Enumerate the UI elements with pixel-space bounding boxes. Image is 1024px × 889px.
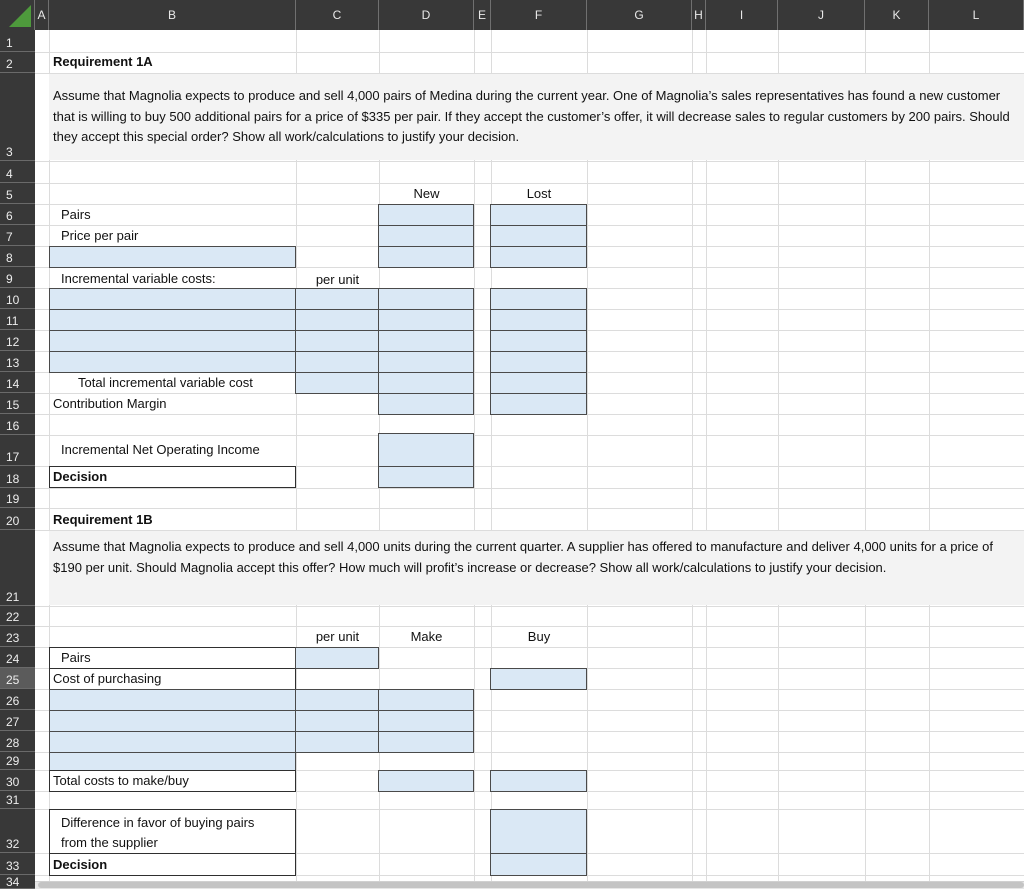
input-per-unit[interactable]	[295, 351, 379, 373]
gridline	[35, 606, 1024, 607]
input-new-row8[interactable]	[378, 246, 474, 268]
col-header-l[interactable]: L	[929, 0, 1024, 30]
label-pairs-1b: Pairs	[61, 650, 91, 665]
label-difference-line2: from the supplier	[61, 835, 158, 850]
label-incremental-net-operating-income: Incremental Net Operating Income	[61, 442, 260, 457]
select-all-triangle-icon	[9, 5, 31, 27]
input-make-amount[interactable]	[378, 689, 474, 711]
input-lost-pairs[interactable]	[490, 204, 587, 226]
col-header-b[interactable]: B	[49, 0, 296, 30]
col-header-j[interactable]: J	[778, 0, 865, 30]
input-new-total-var[interactable]	[378, 372, 474, 394]
gridline	[35, 161, 1024, 162]
input-new-var-cost[interactable]	[378, 330, 474, 352]
row-header[interactable]: 22	[0, 606, 35, 626]
input-cost-name[interactable]	[49, 309, 296, 331]
row-header[interactable]: 33	[0, 853, 35, 875]
row-header[interactable]: 2	[0, 52, 35, 73]
row-header[interactable]: 18	[0, 466, 35, 488]
row-header[interactable]: 4	[0, 161, 35, 183]
input-cost-name[interactable]	[49, 351, 296, 373]
label-contribution-margin: Contribution Margin	[53, 396, 167, 411]
col-header-d[interactable]: D	[379, 0, 474, 30]
col-header-e[interactable]: E	[474, 0, 491, 30]
row-header[interactable]: 16	[0, 414, 35, 435]
col-header-h[interactable]: H	[692, 0, 706, 30]
label-decision-1b: Decision	[53, 857, 108, 872]
row-header[interactable]: 20	[0, 508, 35, 530]
horizontal-scrollbar-thumb[interactable]	[38, 882, 1024, 888]
col-header-f[interactable]: F	[491, 0, 587, 30]
input-per-unit-pairs-1b[interactable]	[295, 647, 379, 669]
input-decision-1b[interactable]	[490, 853, 587, 876]
input-decision-1a[interactable]	[378, 466, 474, 488]
row-header[interactable]: 6	[0, 204, 35, 225]
req1b-title: Requirement 1B	[53, 512, 153, 527]
input-per-unit[interactable]	[295, 288, 379, 310]
input-label-row8[interactable]	[49, 246, 296, 268]
input-net-operating-income[interactable]	[378, 433, 474, 467]
row-header[interactable]: 23	[0, 626, 35, 647]
input-per-unit-total[interactable]	[295, 372, 379, 394]
input-cost-name[interactable]	[49, 330, 296, 352]
row-header[interactable]: 32	[0, 809, 35, 853]
input-lost-var-cost[interactable]	[490, 351, 587, 373]
header-make: Make	[410, 629, 443, 644]
label-total-costs-make-buy: Total costs to make/buy	[53, 773, 189, 788]
row-header[interactable]: 12	[0, 330, 35, 351]
input-buy-cost-purchasing[interactable]	[490, 668, 587, 690]
input-lost-contribution[interactable]	[490, 393, 587, 415]
col-header-k[interactable]: K	[865, 0, 929, 30]
input-new-pairs[interactable]	[378, 204, 474, 226]
header-lost: Lost	[526, 186, 552, 201]
label-difference-line1: Difference in favor of buying pairs	[61, 815, 255, 830]
input-make-cost-name[interactable]	[49, 731, 296, 753]
label-pairs: Pairs	[61, 207, 91, 222]
row-header[interactable]: 15	[0, 393, 35, 414]
req1a-paragraph: Assume that Magnolia expects to produce and sell 4,000 pairs of Medina during the current year. One of Magnolia’s sales representatives has found a new customer that is willing to buy 500 additional pairs for a price of $335 per pair. If they accept the customer’s offer, it will decrease sales to regular customers by 200 pairs. Should they accept this special order? Show all work/calculations to justify your decision.	[49, 74, 1024, 160]
row-header[interactable]: 13	[0, 351, 35, 372]
header-buy: Buy	[527, 629, 551, 644]
input-cost-name[interactable]	[49, 288, 296, 310]
row-header[interactable]: 10	[0, 288, 35, 309]
input-new-contribution[interactable]	[378, 393, 474, 415]
input-new-var-cost[interactable]	[378, 309, 474, 331]
input-make-cost-name[interactable]	[49, 752, 296, 771]
input-total-make[interactable]	[378, 770, 474, 792]
row-header[interactable]: 26	[0, 689, 35, 710]
header-per-unit-1b: per unit	[315, 629, 360, 644]
label-incremental-variable-costs: Incremental variable costs:	[61, 271, 216, 286]
input-lost-var-cost[interactable]	[490, 288, 587, 310]
input-lost-row8[interactable]	[490, 246, 587, 268]
row-header[interactable]: 11	[0, 309, 35, 330]
row-header[interactable]: 27	[0, 710, 35, 731]
row-header[interactable]: 5	[0, 183, 35, 204]
req1a-title: Requirement 1A	[53, 54, 153, 69]
row-header[interactable]: 29	[0, 752, 35, 770]
label-price-per-pair: Price per pair	[61, 228, 139, 243]
input-new-var-cost[interactable]	[378, 288, 474, 310]
input-make-cost-name[interactable]	[49, 710, 296, 732]
gridline	[35, 508, 1024, 509]
row-header[interactable]: 19	[0, 488, 35, 508]
gridline	[35, 183, 1024, 184]
input-make-per-unit[interactable]	[295, 710, 379, 732]
row-header[interactable]: 14	[0, 372, 35, 393]
row-header[interactable]: 17	[0, 435, 35, 466]
input-per-unit[interactable]	[295, 330, 379, 352]
gridline	[35, 52, 1024, 53]
input-difference-buy[interactable]	[490, 809, 587, 854]
col-header-i[interactable]: I	[706, 0, 778, 30]
label-decision-1a: Decision	[53, 469, 108, 484]
gridline	[35, 488, 1024, 489]
row-header[interactable]: 31	[0, 791, 35, 809]
input-make-cost-name[interactable]	[49, 689, 296, 711]
input-lost-total-var[interactable]	[490, 372, 587, 394]
input-make-per-unit[interactable]	[295, 689, 379, 711]
col-header-c[interactable]: C	[296, 0, 379, 30]
input-lost-price[interactable]	[490, 225, 587, 247]
header-per-unit: per unit	[315, 272, 360, 287]
gridline	[35, 435, 1024, 436]
row-header[interactable]: 34	[0, 875, 35, 889]
row-header-selected[interactable]: 25	[0, 668, 35, 689]
input-lost-var-cost[interactable]	[490, 330, 587, 352]
req1b-paragraph: Assume that Magnolia expects to produce and sell 4,000 units during the current quarter. A supplier has offered to manufacture and deliver 4,000 units for a price of $190 per unit. Should Magnolia accept this offer? How much will profit’s increase or decrease? Show all work/calculations to justify your decision.	[49, 531, 1024, 605]
input-per-unit[interactable]	[295, 309, 379, 331]
row-header[interactable]: 30	[0, 770, 35, 791]
row-header[interactable]: 7	[0, 225, 35, 246]
row-header[interactable]: 9	[0, 267, 35, 288]
row-header[interactable]: 24	[0, 647, 35, 668]
row-header[interactable]: 1	[0, 30, 35, 52]
header-new: New	[413, 186, 440, 201]
input-total-buy[interactable]	[490, 770, 587, 792]
input-new-var-cost[interactable]	[378, 351, 474, 373]
row-header[interactable]: 3	[0, 73, 35, 161]
input-make-amount[interactable]	[378, 710, 474, 732]
input-lost-var-cost[interactable]	[490, 309, 587, 331]
col-header-g[interactable]: G	[587, 0, 692, 30]
row-header[interactable]: 8	[0, 246, 35, 267]
label-cost-of-purchasing: Cost of purchasing	[53, 671, 162, 686]
row-header[interactable]: 21	[0, 530, 35, 606]
input-make-amount[interactable]	[378, 731, 474, 753]
gridline	[35, 626, 1024, 627]
label-total-incremental-variable-cost: Total incremental variable cost	[78, 375, 253, 390]
row-header[interactable]: 28	[0, 731, 35, 752]
input-make-per-unit[interactable]	[295, 731, 379, 753]
input-new-price[interactable]	[378, 225, 474, 247]
col-header-a[interactable]: A	[35, 0, 49, 30]
select-all-corner[interactable]	[0, 0, 35, 30]
